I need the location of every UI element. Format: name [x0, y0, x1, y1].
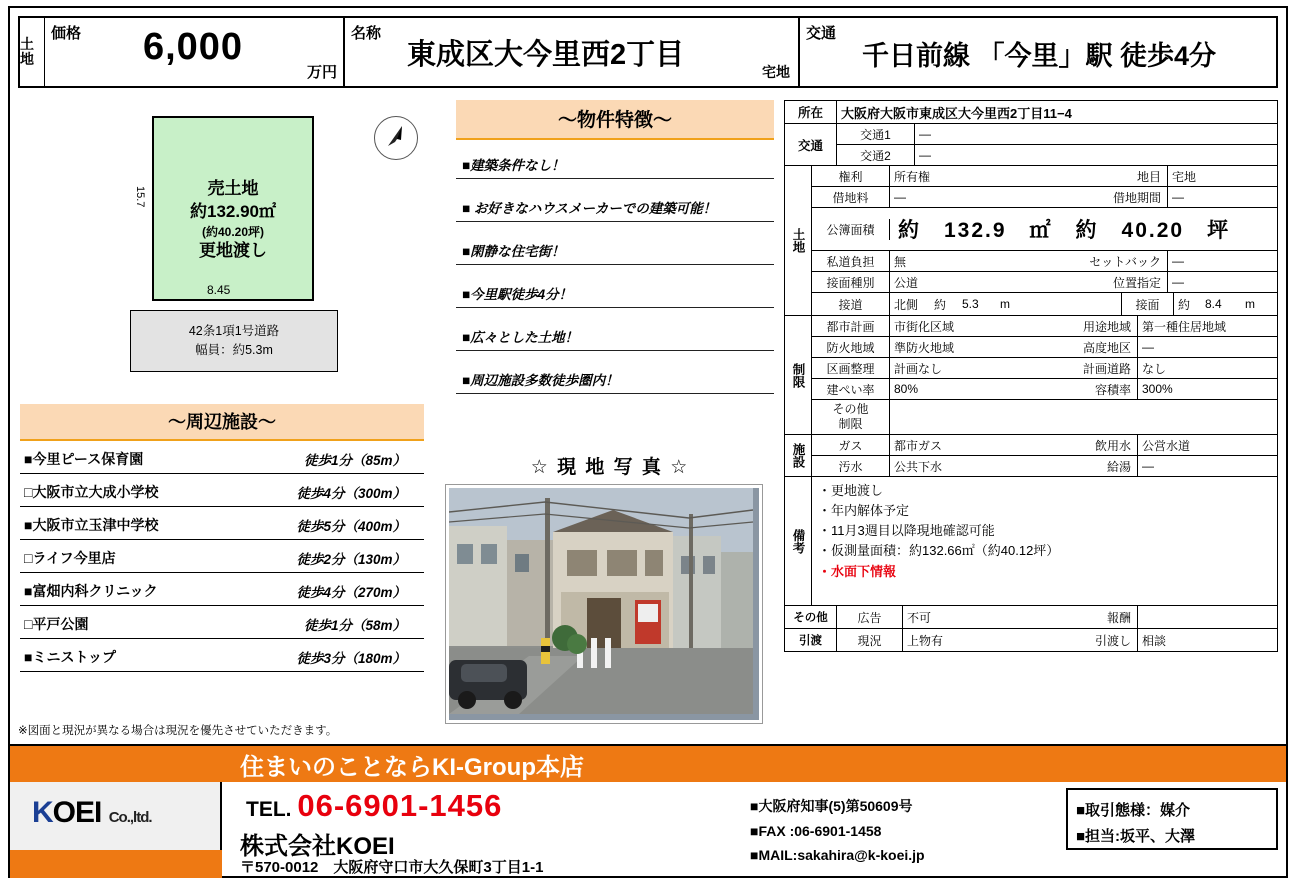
traffic1-value: — — [919, 127, 931, 141]
city-plan-value: 市街化区域 — [894, 319, 955, 334]
table-row-location — [785, 101, 1277, 124]
rent-label: 借地料 — [812, 187, 890, 207]
fire-value: 準防火地域 — [894, 340, 955, 355]
gas-value: 都市ガス — [894, 438, 943, 453]
contact2-approx: 約 — [1173, 293, 1201, 315]
table-group-facility — [785, 435, 1277, 477]
header-name-cell — [345, 18, 800, 86]
table-row-rent — [812, 187, 1277, 208]
contact-direction: 北側 — [894, 297, 919, 312]
land-group-label: 土地 — [785, 166, 812, 315]
table-group-land — [785, 166, 1277, 316]
price-unit: 万円 — [306, 64, 337, 81]
plot-labels — [152, 178, 314, 263]
plan-road-label: 計画道路 — [1082, 361, 1131, 376]
header-bar — [18, 16, 1278, 88]
nearby-distance: 徒歩3分（180m） — [296, 651, 406, 666]
other-limit-value — [890, 400, 1277, 434]
price-label: 価格 — [51, 25, 82, 42]
feature-item: ■今里駅徒歩4分！ — [456, 283, 774, 308]
remark-line: ・仮測量面積：約132.66㎡（約40.12坪） — [818, 543, 1060, 559]
fire-label: 防火地域 — [812, 337, 890, 357]
features-panel — [456, 100, 774, 412]
frontage-type-label: 接面種別 — [812, 272, 890, 292]
contact2-label: 接面 — [1121, 293, 1173, 315]
plot-title: 売土地 — [207, 179, 259, 198]
list-item — [20, 474, 424, 507]
traffic1-label: 交通1 — [837, 124, 915, 144]
traffic-value: 千日前線 「今里」駅 徒歩4分 — [862, 41, 1217, 71]
logo-panel — [10, 746, 222, 878]
footer-deal-box — [1066, 788, 1278, 850]
far-label: 容積率 — [1094, 382, 1131, 397]
bcr-label: 建ぺい率 — [812, 379, 890, 399]
table-row-contact — [812, 293, 1277, 315]
nearby-name: □平戸公園 — [24, 616, 89, 632]
contact-label: 接道 — [812, 293, 890, 315]
table-row-other — [785, 606, 1277, 629]
photo-title: ☆ 現 地 写 真 ☆ — [530, 457, 690, 478]
table-row-sewer — [812, 456, 1277, 476]
lease-term-label: 借地期間 — [1112, 190, 1161, 205]
footer-tel — [246, 788, 502, 824]
logo-accent-top — [10, 746, 222, 782]
features-list — [456, 154, 774, 394]
feature-item: ■建築条件なし！ — [456, 154, 774, 179]
height-value: — — [1137, 337, 1277, 357]
table-row-bcr — [812, 379, 1277, 400]
logo-rest: OEI — [52, 796, 102, 829]
footer-license-block — [750, 794, 925, 868]
list-item — [20, 540, 424, 573]
contact2-unit: m — [1245, 297, 1255, 311]
reward-label: 報酬 — [1106, 610, 1131, 625]
remarks-content — [812, 477, 1277, 605]
traffic2-label: 交通2 — [837, 145, 915, 165]
nearby-name: ■ミニストップ — [24, 649, 117, 665]
table-row-traffic — [785, 124, 1277, 166]
feature-item: ■広々とした土地！ — [456, 326, 774, 351]
nearby-distance: 徒歩4分（270m） — [296, 585, 406, 600]
city-plan-label: 都市計画 — [812, 316, 890, 336]
nearby-name: □ライフ今里店 — [24, 550, 116, 566]
header-land-label: 土地 — [20, 18, 45, 86]
plot-area: 約132.90㎡ — [190, 201, 276, 221]
gas-label: ガス — [812, 435, 890, 455]
table-row-traffic2 — [837, 145, 1277, 165]
facility-group-label: 施設 — [785, 435, 812, 476]
compass-north-icon — [374, 116, 418, 160]
plot-dim-left: 15.7 — [134, 186, 146, 208]
water-label: 飲用水 — [1094, 438, 1131, 453]
table-row-land-adjust — [812, 358, 1277, 379]
private-road-label: 私道負担 — [812, 251, 890, 271]
land-adjust-value: 計画なし — [894, 361, 943, 376]
use-district-label: 用途地域 — [1082, 319, 1131, 334]
plot-area-tsubo: (約40.20坪) — [201, 224, 265, 239]
bcr-value: 80% — [894, 382, 919, 396]
plot-diagram — [22, 98, 452, 388]
water-value: 公営水道 — [1137, 435, 1277, 455]
table-row-other-limit — [812, 400, 1277, 434]
far-value: 300% — [1137, 379, 1277, 399]
nearby-heading: 〜周辺施設〜 — [20, 404, 424, 441]
table-group-remarks — [785, 477, 1277, 606]
list-item — [20, 639, 424, 672]
tel-number: 06-6901-1456 — [297, 788, 503, 823]
property-name: 東成区大今里西2丁目 — [407, 39, 685, 71]
nearby-name: □大阪市立大成小学校 — [24, 484, 159, 500]
road-block — [130, 310, 338, 372]
remark-line: ・年内解体予定 — [818, 503, 910, 519]
price-value: 6,000 — [142, 26, 244, 68]
location-value: 大阪府大阪市東成区大今里西2丁目11−4 — [841, 105, 1072, 121]
property-type: 宅地 — [762, 64, 790, 80]
plot-handover: 更地渡し — [199, 241, 267, 261]
nearby-name: ■今里ピース保育園 — [24, 451, 144, 467]
nearby-distance: 徒歩2分（130m） — [296, 552, 406, 567]
position-value: — — [1167, 272, 1277, 292]
traffic2-value: — — [919, 148, 931, 162]
nearby-name: ■富畑内科クリニック — [24, 583, 158, 599]
license-number: ■大阪府知事(5)第50609号 — [750, 798, 913, 814]
road-type: 42条1項1号道路 — [188, 324, 280, 339]
chimoku-value: 宅地 — [1167, 166, 1277, 186]
contact-width: 5.3 — [962, 297, 979, 311]
plan-road-value: なし — [1137, 358, 1277, 378]
delivery-time-label: 引渡し — [1094, 633, 1131, 648]
sewer-label: 汚水 — [812, 456, 890, 476]
contact-unit: m — [1000, 297, 1010, 311]
list-item — [20, 606, 424, 639]
rights-value: 所有権 — [894, 169, 931, 184]
disclaimer-note: ※図面と現況が異なる場合は現況を優先させていただきます。 — [18, 725, 338, 737]
reward-value — [1137, 606, 1277, 628]
name-label: 名称 — [351, 25, 382, 42]
feature-item: ■ お好きなハウスメーカーでの建築可能！ — [456, 197, 774, 222]
setback-label: セットバック — [1089, 254, 1161, 269]
table-row-private-road — [812, 251, 1277, 272]
table-row-fire — [812, 337, 1277, 358]
remarks-label: 備考 — [785, 477, 812, 605]
logo-accent-bottom — [10, 850, 222, 878]
table-row-delivery — [785, 629, 1277, 651]
ad-value: 不可 — [907, 610, 932, 625]
use-district-value: 第一種住居地域 — [1137, 316, 1277, 336]
header-price-cell — [45, 18, 345, 86]
table-row-rights — [812, 166, 1277, 187]
mail-address: ■MAIL:sakahira@k-koei.jp — [750, 847, 925, 863]
feature-item: ■周辺施設多数徒歩圏内！ — [456, 369, 774, 394]
tel-label: TEL. — [246, 798, 292, 821]
ad-label: 広告 — [837, 606, 903, 628]
nearby-distance: 徒歩4分（300m） — [296, 486, 406, 501]
contact2-width: 8.4 — [1205, 297, 1222, 311]
table-row-area — [812, 208, 1277, 251]
rights-label: 権利 — [812, 166, 890, 186]
staff-name: ■担当:坂平、大澤 — [1076, 827, 1196, 845]
footer-company: 株式会社KOEI — [240, 833, 395, 860]
contact-approx: 約 — [934, 297, 947, 312]
site-photo — [446, 485, 762, 723]
logo-suffix: Co.,ltd. — [108, 809, 152, 826]
lease-term-value: — — [1167, 187, 1277, 207]
nearby-distance: 徒歩5分（400m） — [296, 519, 406, 534]
features-heading: 〜物件特徴〜 — [456, 100, 774, 140]
height-label: 高度地区 — [1082, 340, 1131, 355]
other-label: その他 — [785, 606, 837, 628]
hotwater-label: 給湯 — [1106, 459, 1131, 474]
frontage-type-value: 公道 — [894, 275, 919, 290]
status-label: 現況 — [837, 629, 903, 651]
footer — [10, 744, 1286, 878]
remark-line: ・11月3週目以降現地確認可能 — [818, 523, 995, 539]
delivery-time-value: 相談 — [1137, 629, 1277, 651]
setback-value: — — [1167, 251, 1277, 271]
area-value: 約 132.9 ㎡ 約 40.20 坪 — [898, 219, 1231, 242]
private-road-value: 無 — [894, 254, 907, 269]
status-value: 上物有 — [907, 633, 944, 648]
traffic-label: 交通 — [806, 25, 837, 42]
table-row-city-plan — [812, 316, 1277, 337]
list-item — [20, 441, 424, 474]
delivery-label: 引渡 — [785, 629, 837, 651]
remark-line-highlight: ・水面下情報 — [818, 563, 897, 579]
remark-line: ・更地渡し — [818, 483, 884, 498]
nearby-name: ■大阪市立玉津中学校 — [24, 517, 159, 533]
logo-letter: K — [32, 796, 53, 829]
footer-banner: 住まいのことならKI-Group本店 — [222, 746, 1286, 782]
road-width: 幅員：約5.3m — [195, 343, 273, 357]
position-label: 位置指定 — [1112, 275, 1161, 290]
regulation-group-label: 制限 — [785, 316, 812, 434]
chimoku-label: 地目 — [1136, 169, 1161, 184]
fax-number: ■FAX :06-6901-1458 — [750, 822, 882, 839]
table-row-frontage-type — [812, 272, 1277, 293]
detail-table — [784, 100, 1278, 652]
list-item — [20, 573, 424, 606]
traffic-label: 交通 — [785, 124, 837, 165]
table-row-traffic1 — [837, 124, 1277, 145]
other-limit-label: その他 制限 — [812, 400, 890, 434]
table-row-gas — [812, 435, 1277, 456]
table-group-regulation — [785, 316, 1277, 435]
sewer-value: 公共下水 — [894, 459, 943, 474]
area-label: 公簿面積 — [812, 219, 890, 240]
nearby-distance: 徒歩1分（85m） — [303, 453, 406, 468]
footer-address: 〒570-0012 大阪府守口市大久保町3丁目1-1 — [240, 859, 544, 876]
nearby-panel — [20, 404, 424, 672]
land-adjust-label: 区画整理 — [812, 358, 890, 378]
nearby-distance: 徒歩1分（58m） — [303, 618, 406, 633]
feature-item: ■閑静な住宅街！ — [456, 240, 774, 265]
header-traffic-cell — [800, 18, 1276, 86]
deal-type: ■取引態様：媒介 — [1076, 802, 1191, 819]
plot-dim-bottom: 8.45 — [207, 283, 231, 297]
hotwater-value: — — [1137, 456, 1277, 476]
company-logo — [32, 796, 152, 830]
list-item — [20, 507, 424, 540]
location-label: 所在 — [785, 101, 837, 123]
rent-value: — — [894, 190, 906, 204]
